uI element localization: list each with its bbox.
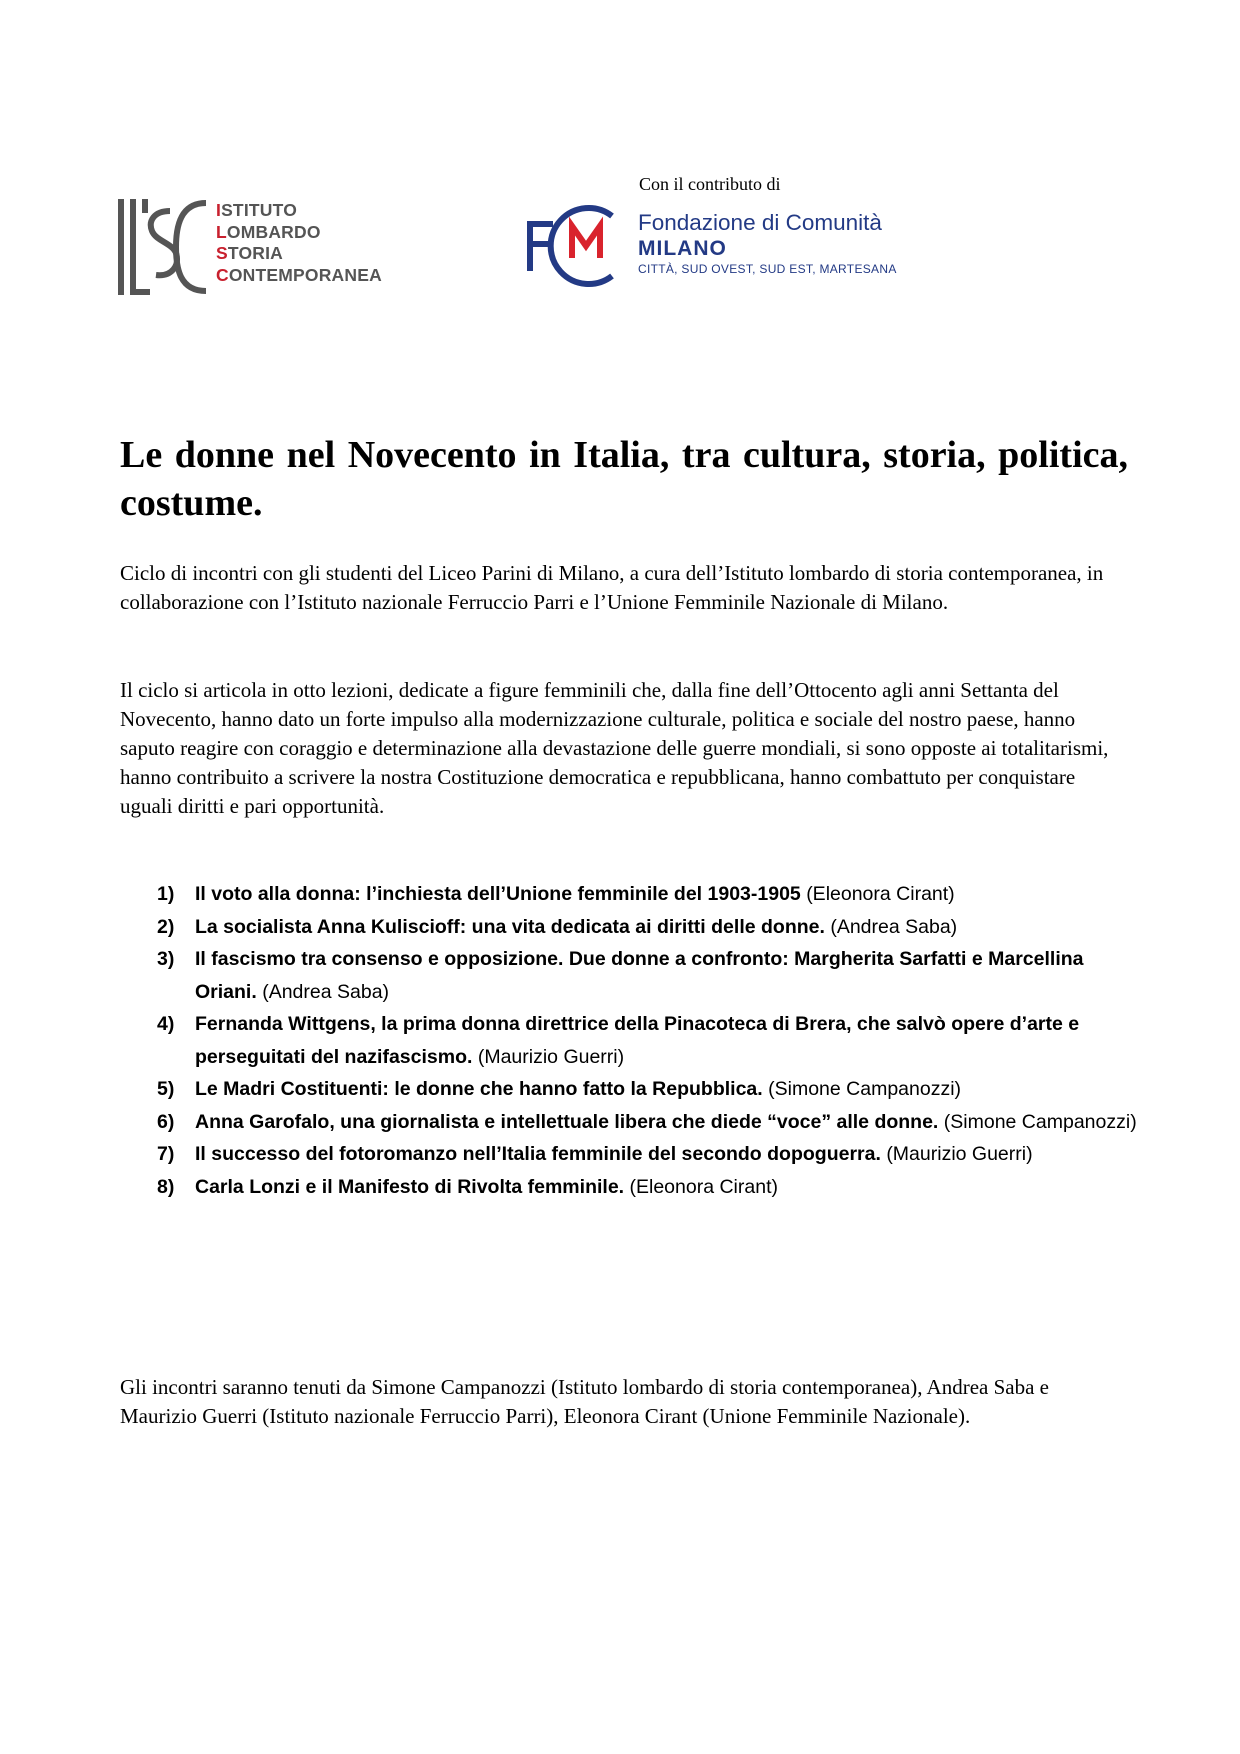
islc-word: ISTITUTO — [216, 200, 297, 220]
fcm-logo — [526, 200, 926, 292]
lesson-number: 3) — [157, 948, 175, 970]
fcm-monogram-icon — [526, 200, 628, 292]
lesson-title: Il voto alla donna: l’inchiesta dell’Unione femminile del 1903-1905 — [195, 883, 801, 905]
islc-word: LOMBARDO — [216, 221, 321, 242]
lesson-item — [120, 1073, 1140, 1106]
islc-word: STORIA — [216, 243, 283, 263]
lesson-item — [120, 943, 1140, 1008]
lessons-list — [120, 878, 1140, 1203]
lesson-item — [120, 1171, 1140, 1204]
fcm-city: MILANO — [638, 237, 727, 260]
page-header — [0, 0, 1240, 320]
lesson-number: 6) — [157, 1110, 175, 1133]
lesson-number: 5) — [157, 1078, 175, 1100]
lesson-item — [120, 1138, 1140, 1171]
lesson-number: 2) — [157, 915, 175, 938]
lesson-number: 4) — [157, 1013, 175, 1035]
lesson-item — [120, 1106, 1140, 1139]
lesson-speaker: (Eleonora Cirant) — [806, 883, 955, 905]
lesson-speaker: (Andrea Saba) — [830, 915, 958, 938]
lesson-speaker: (Andrea Saba) — [262, 980, 390, 1003]
lesson-speaker: (Simone Campanozzi) — [943, 1110, 1137, 1133]
lesson-title: La socialista Anna Kuliscioff: una vita dedicata ai diritti delle donne. — [195, 915, 825, 938]
fcm-areas: CITTÀ, SUD OVEST, SUD EST, MARTESANA — [638, 262, 897, 276]
lesson-number: 7) — [157, 1143, 175, 1165]
intro-paragraph: Ciclo di incontri con gli studenti del Liceo Parini di Milano, a cura dell’Istituto lombardo di storia contemporanea, in collaborazione con l’Istituto nazionale Ferruccio Parri e l’Unione Femminile Nazionale di Milano. — [120, 561, 1104, 614]
lesson-speaker: (Simone Campanozzi) — [768, 1078, 962, 1100]
lesson-title: Il successo del fotoromanzo nell’Italia femminile del secondo dopoguerra. — [195, 1143, 881, 1165]
contribution-label: Con il contributo di — [639, 174, 781, 194]
islc-wordmark — [216, 200, 382, 286]
islc-monogram-icon — [118, 197, 210, 297]
lesson-number: 8) — [157, 1175, 175, 1198]
islc-word: CONTEMPORANEA — [216, 264, 382, 285]
lesson-title: Fernanda Wittgens, la prima donna direttrice della Pinacoteca di Brera, che salvò opere d’arte e perseguitati del nazifascismo. — [195, 1013, 1080, 1068]
lesson-number: 1) — [157, 883, 175, 905]
speakers-paragraph: Gli incontri saranno tenuti da Simone Campanozzi (Istituto lombardo di storia contemporanea), Andrea Saba e Maurizio Guerri (Istituto nazionale Ferruccio Parri), Eleonora Cirant (Unione Femminile Nazionale). — [120, 1375, 1049, 1428]
cycle-paragraph: Il ciclo si articola in otto lezioni, dedicate a figure femminili che, dalla fine dell’Ottocento agli anni Settanta del Novecento, hanno dato un forte impulso alla modernizzazione culturale, politica e sociale del nostro paese, hanno saputo reagire con coraggio e determinazione alla devastazione delle guerre mondiali, si sono opposte ai totalitarismi, hanno contribuito a scrivere la nostra Costituzione democratica e repubblicana, hanno combattuto per conquistare uguali diritti e pari opportunità. — [120, 678, 1109, 818]
lesson-item — [120, 1008, 1140, 1073]
fcm-wordmark — [638, 210, 897, 277]
lesson-item — [120, 878, 1140, 911]
lesson-speaker: (Maurizio Guerri) — [886, 1143, 1033, 1165]
lesson-title: Il fascismo tra consenso e opposizione. Due donne a confronto: Margherita Sarfatti e Marcellina Oriani. — [195, 948, 1084, 1003]
lesson-speaker: (Eleonora Cirant) — [629, 1175, 778, 1198]
lesson-title: Carla Lonzi e il Manifesto di Rivolta femminile. — [195, 1175, 625, 1198]
lesson-title: Le Madri Costituenti: le donne che hanno fatto la Repubblica. — [195, 1078, 763, 1100]
lesson-speaker: (Maurizio Guerri) — [477, 1045, 625, 1068]
lesson-title: Anna Garofalo, una giornalista e intellettuale libera che diede “voce” alle donne. — [195, 1110, 939, 1133]
lesson-item — [120, 911, 1140, 944]
islc-logo — [118, 197, 408, 297]
fcm-name: Fondazione di Comunità — [638, 210, 882, 235]
document-title: Le donne nel Novecento in Italia, tra cultura, storia, politica, costume. — [120, 434, 1128, 524]
